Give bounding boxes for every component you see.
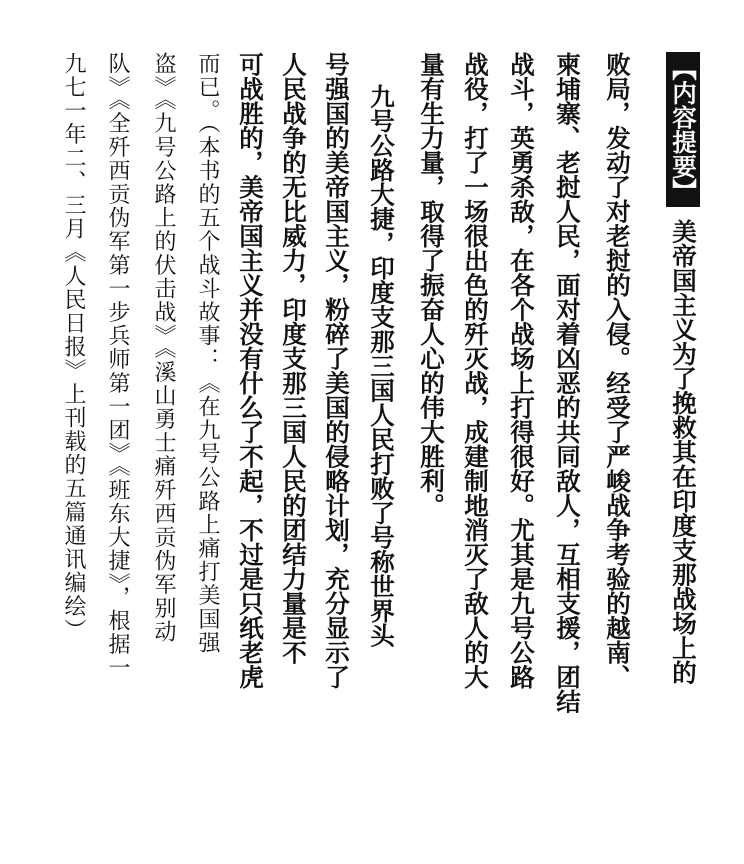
summary-column-13: 队》《全歼西贡伪军第一步兵师第一团》《班东大捷》，根据一 <box>105 52 130 680</box>
summary-column-12: 盗》《九号公路上的伏击战》《溪山勇士痛歼西贡伪军别动 <box>151 52 176 644</box>
summary-heading: 【内容提要】 <box>666 52 700 207</box>
summary-column-2: 败局，发动了对老挝的入侵。经受了严峻战争考验的越南、 <box>603 52 632 689</box>
summary-column-14: 九七一年二、三月《人民日报》上刊载的五篇通讯编绘） <box>61 52 86 642</box>
summary-text-1: 美帝国主义为了挽救其在印度支那战场上的 <box>669 219 698 685</box>
summary-column-4: 战斗，英勇杀敌，在各个战场上打得很好。尤其是九号公路 <box>507 52 536 689</box>
summary-column-11: 而已。（本书的五个战斗故事：《在九号公路上痛打美国强 <box>195 52 220 655</box>
summary-column-5: 战役，打了一场很出色的歼灭战，成建制地消灭了敌人的大 <box>461 52 490 689</box>
summary-column-9: 人民战争的无比威力，印度支那三国人民的团结力量是不 <box>279 52 308 665</box>
summary-column-6: 量有生力量，取得了振奋人心的伟大胜利。 <box>417 52 446 518</box>
summary-column-8: 号强国的美帝国主义，粉碎了美国的侵略计划，充分显示了 <box>322 52 351 689</box>
summary-column-1 <box>666 52 700 685</box>
summary-column-3: 柬埔寨、老挝人民，面对着凶恶的共同敌人，互相支援，团结 <box>553 52 582 714</box>
summary-column-7: 九号公路大捷，印度支那三国人民打败了号称世界头 <box>367 84 396 648</box>
summary-column-10: 可战胜的，美帝国主义并没有什么了不起，不过是只纸老虎 <box>236 52 265 689</box>
